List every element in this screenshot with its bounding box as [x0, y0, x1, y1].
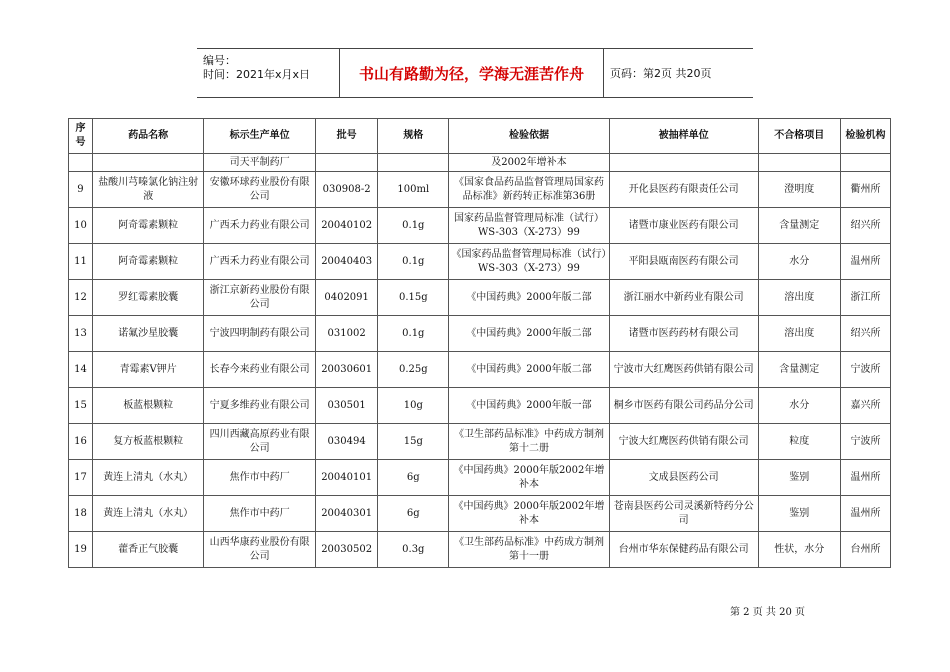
- cell-failed-item: 溶出度: [758, 280, 840, 316]
- cell-manufacturer: 广西禾力药业有限公司: [204, 208, 315, 244]
- document-date-label: 时间：2021年x月x日: [203, 68, 311, 81]
- cell-drug-name: 阿奇霉素颗粒: [92, 244, 203, 280]
- cell-sampled-unit: 诸暨市康业医药有限公司: [609, 208, 758, 244]
- header-page-label: 页码：第2页 共20页: [610, 67, 712, 80]
- cell-specification: 100ml: [378, 172, 449, 208]
- document-number-label: 编号：: [203, 54, 236, 67]
- table-row: [69, 532, 891, 568]
- cell-failed-item: 性状，水分: [758, 532, 840, 568]
- cell-row-index: 13: [69, 316, 93, 352]
- cell-manufacturer: 焦作市中药厂: [204, 460, 315, 496]
- cell-manufacturer: 宁夏多维药业有限公司: [204, 388, 315, 424]
- cell-inspection-basis: 《中国药典》2000年版二部: [449, 352, 609, 388]
- cell-inspection-basis: 《国家药品监督管理局标准（试行）WS-303（X-273）99: [449, 244, 609, 280]
- table-row: [69, 154, 891, 172]
- cell-sampled-unit: 宁波市大红鹰医药供销有限公司: [609, 352, 758, 388]
- cell-manufacturer: 广西禾力药业有限公司: [204, 244, 315, 280]
- table-row: [69, 352, 891, 388]
- table-row: [69, 244, 891, 280]
- cell-failed-item: 水分: [758, 388, 840, 424]
- cell-batch-number: 20040403: [315, 244, 378, 280]
- inspection-table: [68, 118, 891, 568]
- table-row: [69, 172, 891, 208]
- cell-sampled-unit: 诸暨市医药药材有限公司: [609, 316, 758, 352]
- cell-inspection-institution: 绍兴所: [840, 316, 890, 352]
- table-row: [69, 280, 891, 316]
- cell-row-index: 17: [69, 460, 93, 496]
- table-row: [69, 388, 891, 424]
- cell-drug-name: 青霉素V钾片: [92, 352, 203, 388]
- cell-sampled-unit: [609, 154, 758, 172]
- cell-inspection-basis: 国家药品监督管理局标准（试行）WS-303（X-273）99: [449, 208, 609, 244]
- cell-inspection-institution: 嘉兴所: [840, 388, 890, 424]
- table-row: [69, 424, 891, 460]
- cell-batch-number: 030494: [315, 424, 378, 460]
- cell-row-index: 16: [69, 424, 93, 460]
- cell-drug-name: 罗红霉素胶囊: [92, 280, 203, 316]
- cell-failed-item: 鉴别: [758, 496, 840, 532]
- cell-inspection-basis: 《卫生部药品标准》中药成方制剂第十二册: [449, 424, 609, 460]
- cell-inspection-basis: 《中国药典》2000年版二部: [449, 280, 609, 316]
- cell-sampled-unit: 苍南县医药公司灵溪新特药分公司: [609, 496, 758, 532]
- table-row: [69, 496, 891, 532]
- cell-inspection-basis: 《中国药典》2000年版一部: [449, 388, 609, 424]
- cell-batch-number: [315, 154, 378, 172]
- cell-failed-item: 鉴别: [758, 460, 840, 496]
- cell-batch-number: 20040301: [315, 496, 378, 532]
- cell-row-index: 11: [69, 244, 93, 280]
- cell-inspection-institution: [840, 154, 890, 172]
- cell-inspection-institution: 台州所: [840, 532, 890, 568]
- cell-failed-item: 含量测定: [758, 208, 840, 244]
- cell-inspection-institution: 浙江所: [840, 280, 890, 316]
- cell-inspection-basis: 《卫生部药品标准》中药成方制剂第十一册: [449, 532, 609, 568]
- cell-row-index: 9: [69, 172, 93, 208]
- cell-row-index: 19: [69, 532, 93, 568]
- cell-sampled-unit: 文成县医药公司: [609, 460, 758, 496]
- cell-inspection-institution: 衢州所: [840, 172, 890, 208]
- cell-specification: 0.1g: [378, 244, 449, 280]
- cell-failed-item: 含量测定: [758, 352, 840, 388]
- cell-inspection-institution: 温州所: [840, 244, 890, 280]
- cell-failed-item: 澄明度: [758, 172, 840, 208]
- cell-specification: [378, 154, 449, 172]
- table-header-row: [69, 119, 891, 154]
- cell-row-index: 15: [69, 388, 93, 424]
- cell-sampled-unit: 浙江丽水中新药业有限公司: [609, 280, 758, 316]
- cell-manufacturer: 安徽环球药业股份有限公司: [204, 172, 315, 208]
- cell-inspection-basis: 《国家食品药品监督管理局国家药品标准》新药转正标准第36册: [449, 172, 609, 208]
- col-header-batch: 批号: [315, 119, 378, 154]
- cell-drug-name: 阿奇霉素颗粒: [92, 208, 203, 244]
- cell-manufacturer: 山西华康药业股份有限公司: [204, 532, 315, 568]
- cell-inspection-institution: 宁波所: [840, 352, 890, 388]
- cell-batch-number: 20030502: [315, 532, 378, 568]
- col-header-basis: 检验依据: [449, 119, 609, 154]
- col-header-manufacturer: 标示生产单位: [204, 119, 315, 154]
- cell-failed-item: [758, 154, 840, 172]
- cell-batch-number: 0402091: [315, 280, 378, 316]
- cell-batch-number: 20040101: [315, 460, 378, 496]
- cell-row-index: 14: [69, 352, 93, 388]
- cell-drug-name: 藿香正气胶囊: [92, 532, 203, 568]
- col-header-drug-name: 药品名称: [92, 119, 203, 154]
- cell-inspection-institution: 温州所: [840, 460, 890, 496]
- cell-row-index: 10: [69, 208, 93, 244]
- cell-batch-number: 20030601: [315, 352, 378, 388]
- cell-inspection-basis: 及2002年增补本: [449, 154, 609, 172]
- cell-manufacturer: 四川西藏高原药业有限公司: [204, 424, 315, 460]
- cell-sampled-unit: 宁波大红鹰医药供销有限公司: [609, 424, 758, 460]
- cell-sampled-unit: 桐乡市医药有限公司药品分公司: [609, 388, 758, 424]
- cell-sampled-unit: 开化县医药有限责任公司: [609, 172, 758, 208]
- cell-batch-number: 20040102: [315, 208, 378, 244]
- cell-drug-name: 黄连上清丸（水丸）: [92, 460, 203, 496]
- cell-drug-name: 板蓝根颗粒: [92, 388, 203, 424]
- cell-inspection-institution: 宁波所: [840, 424, 890, 460]
- cell-specification: 0.15g: [378, 280, 449, 316]
- cell-specification: 6g: [378, 460, 449, 496]
- header-meta: [197, 49, 340, 97]
- cell-manufacturer: 浙江京新药业股份有限公司: [204, 280, 315, 316]
- cell-row-index: 18: [69, 496, 93, 532]
- cell-specification: 10g: [378, 388, 449, 424]
- col-header-index: 序号: [69, 119, 93, 154]
- cell-failed-item: 粒度: [758, 424, 840, 460]
- cell-failed-item: 溶出度: [758, 316, 840, 352]
- cell-failed-item: 水分: [758, 244, 840, 280]
- page-header: [197, 48, 753, 98]
- header-motto: 书山有路勤为径，学海无涯苦作舟: [340, 49, 604, 97]
- table-row: [69, 208, 891, 244]
- cell-manufacturer: 宁波四明制药有限公司: [204, 316, 315, 352]
- table-body: [69, 154, 891, 568]
- cell-specification: 0.3g: [378, 532, 449, 568]
- cell-inspection-institution: 绍兴所: [840, 208, 890, 244]
- cell-inspection-basis: 《中国药典》2000年版2002年增补本: [449, 460, 609, 496]
- cell-batch-number: 030908-2: [315, 172, 378, 208]
- cell-drug-name: 复方板蓝根颗粒: [92, 424, 203, 460]
- cell-sampled-unit: 平阳县瓯南医药有限公司: [609, 244, 758, 280]
- page-footer: 第 2 页 共 20 页: [730, 607, 805, 618]
- cell-specification: 0.1g: [378, 208, 449, 244]
- cell-inspection-institution: 温州所: [840, 496, 890, 532]
- cell-specification: 15g: [378, 424, 449, 460]
- cell-manufacturer: 司天平制药厂: [204, 154, 315, 172]
- cell-batch-number: 031002: [315, 316, 378, 352]
- cell-drug-name: [92, 154, 203, 172]
- cell-specification: 0.25g: [378, 352, 449, 388]
- table-row: [69, 460, 891, 496]
- cell-batch-number: 030501: [315, 388, 378, 424]
- cell-drug-name: 诺氟沙星胶囊: [92, 316, 203, 352]
- cell-manufacturer: 焦作市中药厂: [204, 496, 315, 532]
- cell-specification: 6g: [378, 496, 449, 532]
- col-header-sampled-unit: 被抽样单位: [609, 119, 758, 154]
- cell-sampled-unit: 台州市华东保健药品有限公司: [609, 532, 758, 568]
- col-header-spec: 规格: [378, 119, 449, 154]
- cell-manufacturer: 长春今来药业有限公司: [204, 352, 315, 388]
- cell-row-index: 12: [69, 280, 93, 316]
- cell-drug-name: 盐酸川芎嗪氯化钠注射液: [92, 172, 203, 208]
- cell-specification: 0.1g: [378, 316, 449, 352]
- col-header-institution: 检验机构: [840, 119, 890, 154]
- cell-drug-name: 黄连上清丸（水丸）: [92, 496, 203, 532]
- table-row: [69, 316, 891, 352]
- col-header-failed-item: 不合格项目: [758, 119, 840, 154]
- cell-inspection-basis: 《中国药典》2000年版2002年增补本: [449, 496, 609, 532]
- cell-row-index: [69, 154, 93, 172]
- cell-inspection-basis: 《中国药典》2000年版二部: [449, 316, 609, 352]
